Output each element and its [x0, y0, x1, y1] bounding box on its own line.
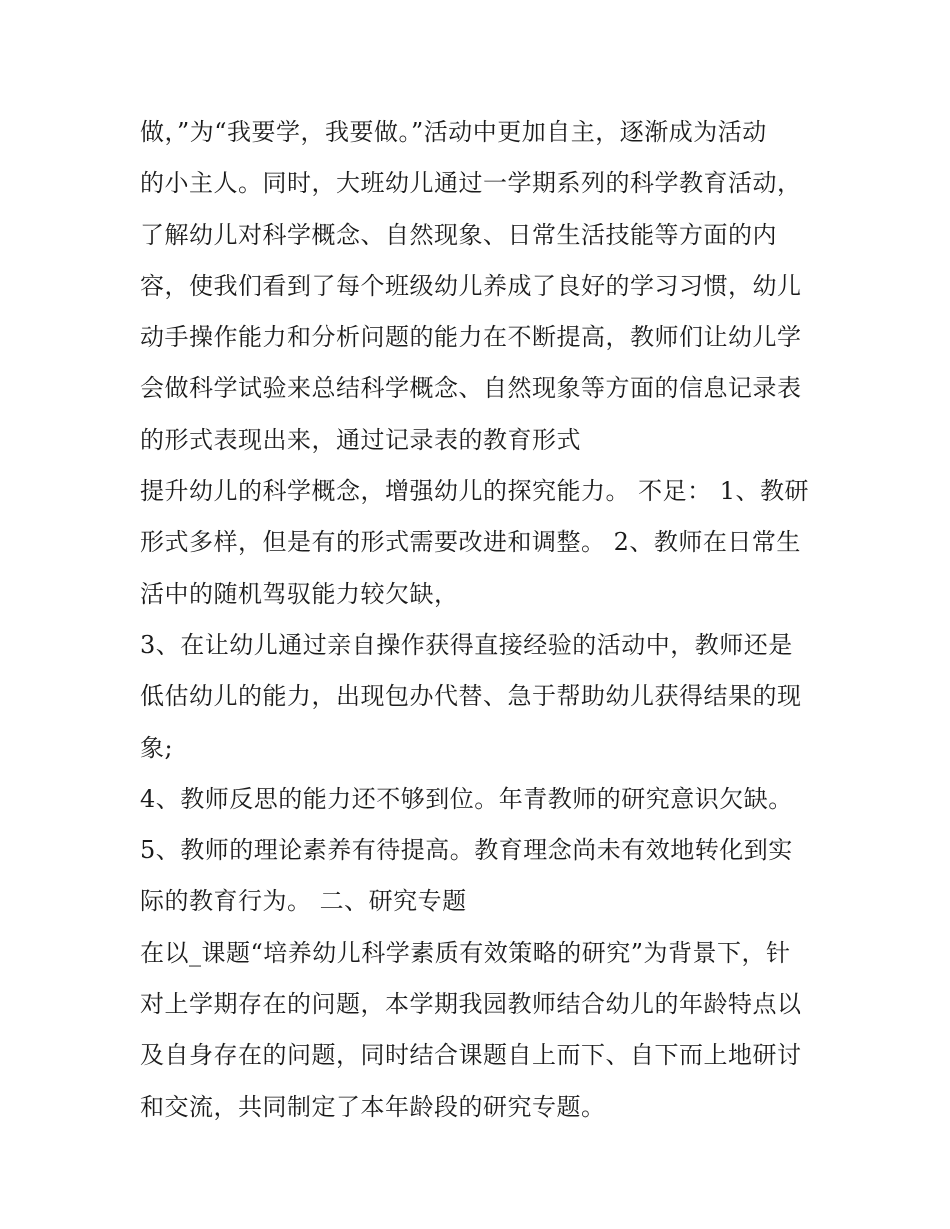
text-line: 做，”为“我要学，我要做。”活动中更加自主，逐渐成为活动 — [140, 118, 767, 146]
text-line: 4、教师反思的能力还不够到位。年青教师的研究意识欠缺。 — [140, 784, 793, 813]
text-line: 的小主人。同时，大班幼儿通过一学期系列的科学教育活动， — [140, 169, 802, 198]
text-line: 低估幼儿的能力，出现包办代替、急于帮助幼儿获得结果的现 — [140, 682, 802, 711]
text-line: 际的教育行为。 二、研究专题 — [140, 887, 467, 916]
text-line: 和交流，共同制定了本年龄段的研究专题。 — [140, 1092, 606, 1121]
text-line: 在以_课题“培养幼儿科学素质有效策略的研究”为背景下，针 — [140, 938, 791, 967]
text-line: 活中的随机驾驭能力较欠缺， — [140, 579, 459, 608]
text-line: 象; — [140, 733, 174, 762]
text-line: 及自身存在的问题，同时结合课题自上而下、自下而上地研讨 — [140, 1041, 802, 1070]
text-line: 动手操作能力和分析问题的能力在不断提高，教师们让幼儿学 — [140, 323, 802, 352]
text-line: 容，使我们看到了每个班级幼儿养成了良好的学习习惯，幼儿 — [140, 271, 802, 300]
text-line: 形式多样，但是有的形式需要改进和调整。 2、教师在日常生 — [140, 528, 801, 557]
text-line: 的形式表现出来，通过记录表的教育形式 — [140, 425, 581, 454]
text-line: 提升幼儿的科学概念，增强幼儿的探究能力。 不足： 1、教研 — [140, 477, 810, 506]
body-text — [140, 107, 820, 1133]
text-line: 3、在让幼儿通过亲自操作获得直接经验的活动中，教师还是 — [140, 630, 793, 659]
text-line: 对上学期存在的问题，本学期我园教师结合幼儿的年龄特点以 — [140, 990, 802, 1019]
text-line: 5、教师的理论素养有待提高。教育理念尚未有效地转化到实 — [140, 836, 793, 865]
text-line: 了解幼儿对科学概念、自然现象、日常生活技能等方面的内 — [140, 220, 777, 249]
text-line: 会做科学试验来总结科学概念、自然现象等方面的信息记录表 — [140, 374, 802, 403]
